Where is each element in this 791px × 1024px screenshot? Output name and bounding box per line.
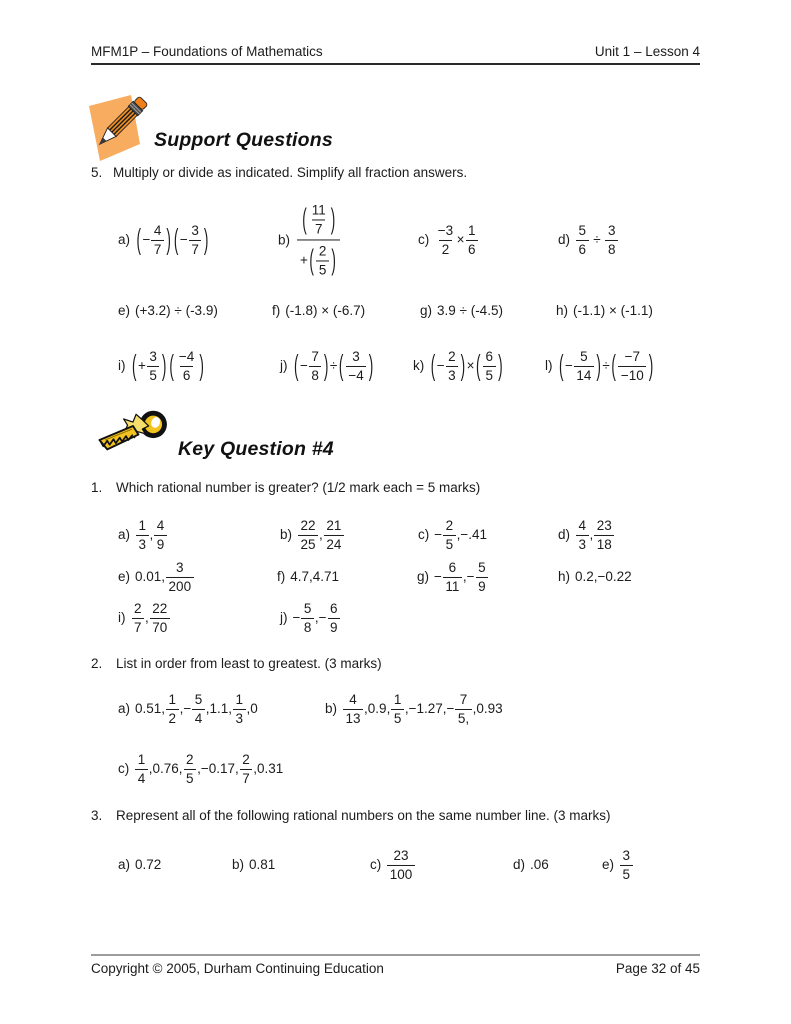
expr-q5-l: l) ( − $\frac{5}{14}$ ) ÷ ( $\frac{-7}{-10}$ ): [545, 348, 654, 383]
expr-q3-b: b) 0.81: [232, 857, 276, 873]
question-1-number: 1.: [91, 480, 103, 495]
expr-q5-f: f) (-1.8) × (-6.7): [272, 303, 366, 319]
expr-q3-c: c) $\frac{23}{100}$: [370, 848, 416, 882]
question-5-text: Multiply or divide as indicated. Simplify all fraction answers.: [113, 165, 468, 180]
expr-q3-e: e) $\frac{3}{5}$: [602, 848, 634, 882]
footer-rule: [91, 954, 700, 956]
header-unit-lesson: Unit 1 – Lesson 4: [594, 44, 700, 59]
question-5-prompt: [91, 165, 651, 180]
expr-q5-d: d) $\frac{5}{6}$ ÷ $\frac{3}{8}$: [558, 223, 619, 257]
expr-q5-e: e) (+3.2) ÷ (-3.9): [118, 303, 218, 319]
expr-q1-d: d) $\frac{4}{3}$ , $\frac{23}{18}$: [558, 518, 615, 552]
expr-q1-g: g) − $\frac{6}{11}$ ,− $\frac{5}{9}$: [417, 560, 489, 594]
pencil-icon: [88, 89, 154, 163]
expr-q5-h: h) (-1.1) × (-1.1): [556, 303, 653, 319]
question-3-prompt: [91, 808, 711, 823]
footer-copyright: Copyright © 2005, Durham Continuing Education: [91, 961, 384, 976]
expr-q2-b: b) $\frac{4}{13}$ ,0.9, $\frac{1}{5}$ ,−1.27,− $\frac{7}{5,}$ ,0.93: [325, 691, 503, 726]
footer-page-number: Page 32 of 45: [615, 961, 700, 976]
header-rule: [91, 63, 700, 65]
expr-q1-i: i) $\frac{2}{7}$ , $\frac{22}{70}$: [118, 601, 171, 635]
expr-q5-j: j) ( − $\frac{7}{8}$ ) ÷ ( $\frac{3}{-4}$ ): [280, 348, 374, 383]
expr-q2-a: a) 0.51, $\frac{1}{2}$ ,− $\frac{5}{4}$ ,1.1, $\frac{1}{3}$ ,0: [118, 691, 258, 726]
question-3-number: 3.: [91, 808, 103, 823]
question-2-number: 2.: [91, 656, 103, 671]
expr-q5-a: a) ( − $\frac{4}{7}$ ) ( − $\frac{3}{7}$ ): [118, 222, 209, 257]
expr-q1-h: h) 0.2,−0.22: [558, 569, 632, 585]
expr-q5-b: b) ( $\frac{11}{7}$ ) + ( $\frac{2}{5}$ ): [278, 201, 342, 278]
expr-q3-a: a) 0.72: [118, 857, 162, 873]
question-2-prompt: [91, 656, 671, 671]
expr-q3-d: d) .06: [513, 857, 549, 873]
expr-q1-b: b) $\frac{22}{25}$ , $\frac{21}{24}$: [280, 518, 345, 552]
expr-q1-c: c) − $\frac{2}{5}$ ,−.41: [418, 517, 488, 552]
expr-q1-f: f) 4.7,4.71: [277, 569, 340, 585]
question-3-text: Represent all of the following rational numbers on the same number line. (3 marks): [116, 808, 611, 823]
expr-q5-g: g) 3.9 ÷ (-4.5): [420, 303, 503, 319]
key-question-heading: Key Question #4: [178, 438, 334, 460]
expr-q5-i: i) ( + $\frac{3}{5}$ ) ( $\frac{-4}{6}$ ): [118, 348, 204, 383]
question-5-number: 5.: [91, 165, 103, 180]
expr-q2-c: c) $\frac{1}{4}$ ,0.76, $\frac{2}{5}$ ,−0.17, $\frac{2}{7}$ ,0.31: [118, 751, 284, 786]
key-icon: [94, 401, 172, 465]
question-1-text: Which rational number is greater? (1/2 mark each = 5 marks): [116, 480, 481, 495]
question-2-text: List in order from least to greatest. (3 marks): [116, 656, 382, 671]
header-course-title: MFM1P – Foundations of Mathematics: [91, 44, 323, 59]
support-questions-heading: Support Questions: [154, 129, 333, 151]
expr-q1-e: e) 0.01, $\frac{3}{200}$: [118, 560, 195, 594]
question-1-prompt: [91, 480, 671, 495]
expr-q5-k: k) ( − $\frac{2}{3}$ ) × ( $\frac{6}{5}$ ): [413, 348, 503, 383]
expr-q1-a: a) $\frac{1}{3}$ , $\frac{4}{9}$: [118, 518, 168, 552]
expr-q1-j: j) − $\frac{5}{8}$ ,− $\frac{6}{9}$: [280, 601, 341, 635]
expr-q5-c: c) $\frac{-3}{2}$ × $\frac{1}{6}$: [418, 223, 479, 257]
